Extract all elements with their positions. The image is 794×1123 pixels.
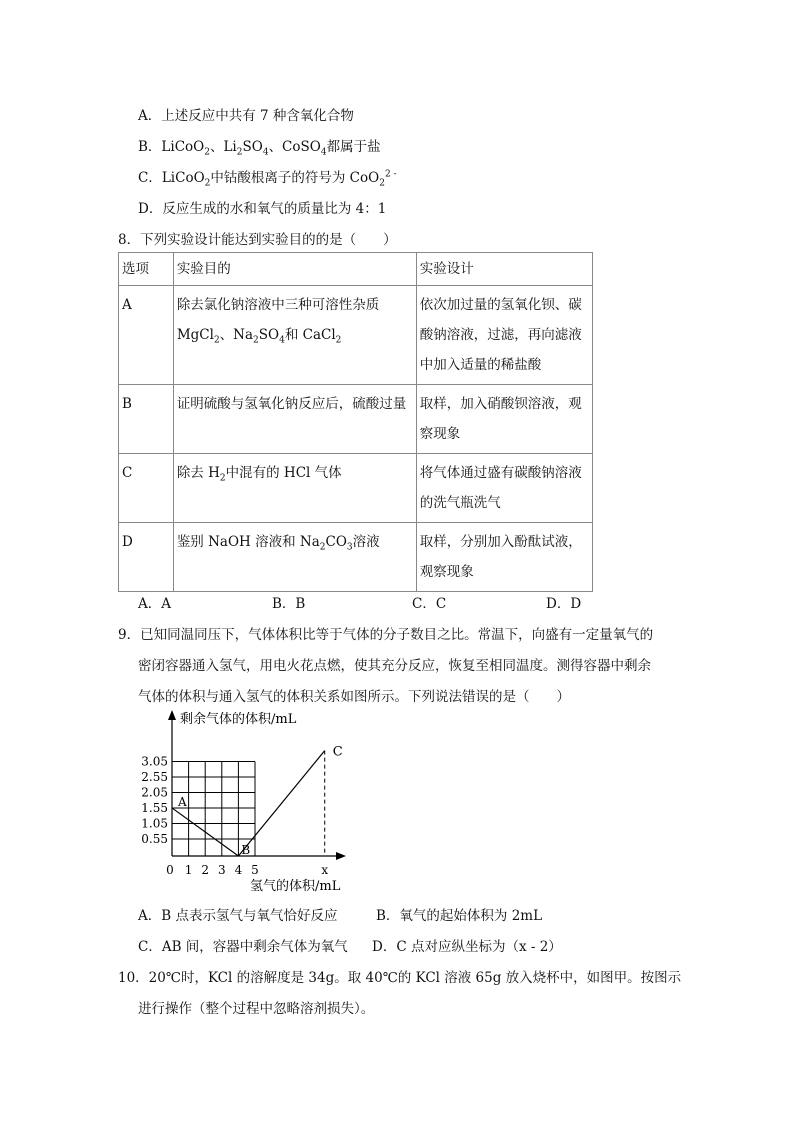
- table-row: [119, 523, 593, 592]
- x-tick-label: 1: [184, 863, 193, 877]
- header-purpose: 实验目的: [173, 253, 416, 286]
- row-purpose: 除去氯化钠溶液中三种可溶性杂质 MgCl$_2$、$Na_2SO_4$和 CaCl$_2$: [173, 286, 416, 385]
- x-tick-label: 0: [166, 863, 174, 877]
- row-design: 将气体通过盛有碳酸钠溶液的洗气瓶洗气: [416, 454, 592, 523]
- header-design: 实验设计: [416, 253, 592, 286]
- table-row: [119, 385, 593, 454]
- row-purpose: 证明硫酸与氢氧化钠反应后，硫酸过量: [173, 385, 416, 454]
- q8-answer-b: B．B: [272, 596, 306, 612]
- y-tick-label: 0.55: [141, 831, 168, 846]
- x-tick-label: 2: [201, 863, 210, 877]
- x-tick-label: 4: [234, 863, 243, 877]
- row-label: D: [119, 523, 174, 592]
- y-axis-arrow: [168, 710, 176, 720]
- row-design: 依次加过量的氢氧化钡、碳酸钠溶液，过滤，再向滤液中加入适量的稀盐酸: [416, 286, 592, 385]
- point-label-a: A: [178, 794, 187, 809]
- q7-option-b: B．LiCoO$_2$、$Li_2SO_4$、CoSO$_4$都属于盐: [138, 139, 381, 158]
- q9-option-d: D．C 点对应纵坐标为（x - 2）: [372, 939, 562, 955]
- q9-option-b: B．氧气的起始体积为 2mL: [376, 908, 543, 924]
- q9-option-c: C．AB 间，容器中剩余气体为氧气: [138, 939, 348, 955]
- q9-stem-line3: 气体的体积与通入氢气的体积关系如图所示。下列说法错误的是（ ）: [138, 689, 570, 705]
- table-row: [119, 454, 593, 523]
- q8-answer-a: A．A: [138, 596, 171, 612]
- q7-option-d: D．反应生成的水和氧气的质量比为 4：1: [138, 201, 387, 217]
- q8-stem: 8．下列实验设计能达到实验目的的是（ ）: [118, 232, 397, 248]
- row-design: 取样，加入硝酸钡溶液，观察现象: [416, 385, 592, 454]
- q9-stem-line1: 9．已知同温同压下，气体体积比等于气体的分子数目之比。常温下，向盛有一定量氧气的: [118, 627, 654, 643]
- y-tick-label: 3.05: [141, 754, 168, 769]
- point-label-b: B: [241, 843, 251, 857]
- q9-chart: [130, 706, 370, 898]
- table-row: [119, 286, 593, 385]
- q10-line2: 进行操作（整个过程中忽略溶剂损失）。: [138, 1001, 375, 1017]
- segment-bc: [238, 751, 324, 856]
- x-tick-label: x: [321, 863, 329, 877]
- x-tick-label: 5: [251, 863, 259, 877]
- row-purpose: 鉴别 NaOH 溶液和 $Na_2CO_3$溶液: [173, 523, 416, 592]
- y-tick-label: 2.05: [141, 785, 168, 800]
- table-header-row: [119, 253, 593, 286]
- y-tick-label: 1.55: [141, 800, 168, 815]
- row-label: A: [119, 286, 174, 385]
- x-tick-label: 3: [217, 863, 226, 877]
- q8-table: [118, 252, 593, 592]
- q8-answer-c: C．C: [412, 596, 447, 612]
- q7-option-c: C．LiCoO$_2$中钴酸根离子的符号为 CoO$_2^{2 -}$: [138, 169, 397, 189]
- q7-option-a: A．上述反应中共有 7 种含氧化合物: [138, 108, 354, 124]
- point-label-c: C: [332, 744, 343, 760]
- q10-line1: 10．20℃时，KCl 的溶解度是 34g。取 40℃的 KCl 溶液 65g 放入烧杯中，如图甲。按图示: [118, 970, 682, 986]
- x-axis-title: 氢气的体积/mL: [250, 879, 341, 894]
- row-label: C: [119, 454, 174, 523]
- y-tick-label: 2.55: [141, 769, 168, 784]
- y-axis-title: 剩余气体的体积/mL: [180, 712, 297, 727]
- row-label: B: [119, 385, 174, 454]
- data-lines: [172, 751, 325, 856]
- q9-option-a: A．B 点表示氢气与氧气恰好反应: [138, 908, 338, 924]
- header-option: 选项: [119, 253, 174, 286]
- q8-answer-d: D．D: [546, 596, 582, 612]
- x-axis-arrow: [336, 852, 346, 860]
- y-tick-label: 1.05: [141, 816, 168, 831]
- q9-stem-line2: 密闭容器通入氢气，用电火花点燃，使其充分反应，恢复至相同温度。测得容器中剩余: [138, 658, 651, 674]
- row-design: 取样，分别加入酚酞试液，观察现象: [416, 523, 592, 592]
- row-purpose: 除去 $H_2$中混有的 HCl 气体: [173, 454, 416, 523]
